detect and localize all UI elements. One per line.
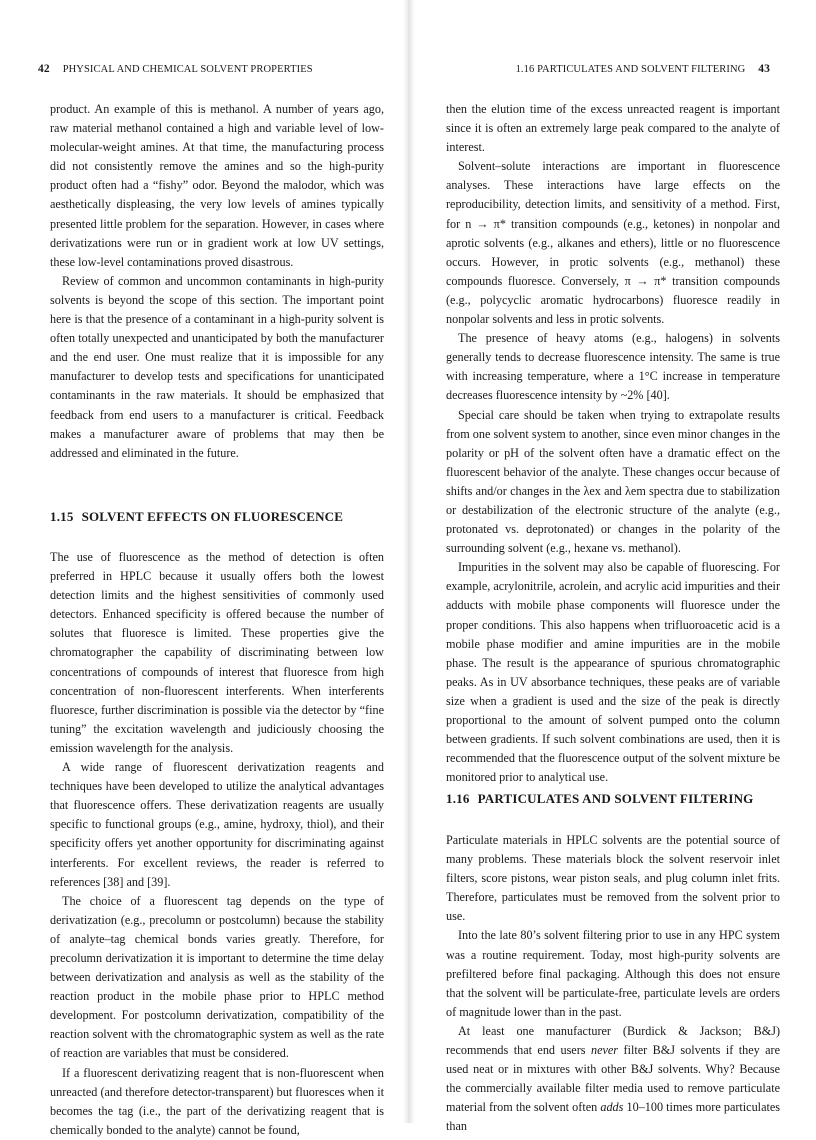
paragraph: then the elution time of the excess unreacted reagent is important since it is often an extremely large peak compared to the analyte of interest. <box>446 102 780 155</box>
text-run: filter B&J solvents if they are used neat or in mixtures with other B&J solvents. Why? Because the commercially available filter media used to remove particulate material from the solvent often <box>446 1043 781 1115</box>
section-number: 1.16 <box>446 791 470 806</box>
page-gutter <box>403 0 415 1123</box>
left-page-number: 42 <box>38 63 50 75</box>
paragraph: Solvent–solute interactions are important in fluorescence analyses. These interactions have large effects on the reproducibility, detection limits, and sensitivity of a method. First, for n → π* transition compounds (e.g., ketones) in nonpolar and aprotic solvents (e.g., alkanes and ethers), little or no fluorescence occurs. However, in protic solvents (e.g., methanol) these compounds fluoresce. Conversely, π → π* transition compounds (e.g., polycyclic aromatic hydrocarbons) fluoresce readily in nonpolar solvents and less in protic solvents. <box>446 159 780 327</box>
paragraph: Review of common and uncommon contaminants in high-purity solvents is beyond the scope of this section. The important point here is that the presence of a contaminant in a high-purity solvent is often totally unexpected and unanticipated by both the manufacturer and the end user. One must realize that it is impossible for any manufacturer to develop tests and specifications for unanticipated contaminants in the raw materials. It should be emphasized that feedback from end users to a manufacturer is critical. Feedback makes a manufacturer aware of problems that may then be addressed and eliminated in the future. <box>50 273 384 460</box>
paragraph: Impurities in the solvent may also be capable of fluorescing. For example, acrylonitrile, acrolein, and acrylic acid impurities and their adducts with mobile phase components will fluoresce under the proper conditions. This also happens when trifluoroacetic acid is a mobile phase modifier and amine impurities are in the mobile phase. The result is the appearance of spurious chromatographic peaks. As in UV absorbance techniques, these peaks are of variable size when a gradient is used and the size of the peak is directly proportional to the amount of solvent pumped onto the column between gradients. If such solvent combinations are used, then it is recommended that the fluorescence output of the solvent mixture be monitored prior to analytical use. <box>446 560 781 785</box>
paragraph: Special care should be taken when trying to extrapolate results from one solvent system to another, since even minor changes in the polarity or pH of the solvent often have a dramatic effect on the fluorescent behavior of the analyte. These changes occur because of shifts and/or changes in the λex and λem spectra due to stabilization or destabilization of the electronic structure of the analyte (e.g., protonated vs. deprotonated) or changes in the polarity of the surrounding solvent (e.g., hexane vs. methanol). <box>446 407 780 556</box>
paragraph: product. An example of this is methanol. A number of years ago, raw material methanol contained a high and variable level of low-molecular-weight amines. At that time, the manufacturing process did not consistently remove the amines and so the high-purity product often had a “fishy” odor. Beyond the malodor, which was aesthetically displeasing, the very low levels of amines typically presented little problem for the separation. However, in cases where derivatizations were run or in gradient work at low UV settings, these low-level contaminations proved disastrous. <box>50 102 384 269</box>
right-running-title: 1.16 PARTICULATES AND SOLVENT FILTERING <box>515 64 746 75</box>
section-number: 1.15 <box>50 509 74 524</box>
emphasis-never: never <box>590 1043 619 1058</box>
right-page-number: 43 <box>758 63 770 75</box>
paragraph: Into the late 80’s solvent filtering prior to use in any HPC system was a routine requirement. Today, most high-purity solvents are prefiltered before final packaging. Although this does not ensure that the solvent will be particulate-free, particulate levels are orders of magnitude lower than in the past. <box>446 928 780 1019</box>
left-column-top <box>50 100 384 463</box>
right-column-bottom <box>446 831 780 1137</box>
paragraph: The presence of heavy atoms (e.g., halogens) in solvents generally tends to decrease fluorescence intensity. The same is true with increasing temperature, where a 1°C increase in temperature decreases fluorescence intensity by ~2% [40]. <box>446 331 780 403</box>
emphasis-adds: adds <box>600 1100 624 1115</box>
text-run: 10–100 times more particulates than <box>446 1100 781 1134</box>
paragraph: A wide range of fluorescent derivatization reagents and techniques have been developed to utilize the analytical advantages that fluorescence offers. These derivatization reagents are usually specific to functional groups (e.g., amine, hydroxy, thiol), and their specificity offers yet another opportunity for discriminating against interferents. For excellent reviews, the reader is referred to references [38] and [39]. <box>50 760 384 889</box>
paragraph: The use of fluorescence as the method of detection is often preferred in HPLC because it usually offers both the lowest detection limits and the highest sensitivities of commonly used detectors. Enhanced specificity is offered because the number of solutes that fluoresce is limited. These properties give the chromatographer the capability of discriminating between low concentrations of compounds of interest that fluoresce from high concentration of non-fluorescent interferents. When interferents fluoresce, further discrimination is possible via the detector by “fine tuning” the excitation wavelength and judiciously choosing the emission wavelength for the analysis. <box>50 550 384 755</box>
left-running-title: PHYSICAL AND CHEMICAL SOLVENT PROPERTIES <box>62 64 313 75</box>
paragraph: The choice of a fluorescent tag depends on the type of derivatization (e.g., precolumn or postcolumn) because the stability of analyte–tag chemical bonds varies greatly. Therefore, for precolumn derivatization it is important to determine the time delay between derivatization and analysis as well as the stability of the reaction product in the mobile phase prior to HPLC method development. For postcolumn derivatization, compatibility of the reaction solvent with the chromatographic system as well as the rate of reaction are variables that must be considered. <box>50 893 384 1061</box>
section-heading-1-15 <box>50 509 343 525</box>
section-heading-1-16 <box>446 791 754 807</box>
section-title: SOLVENT EFFECTS ON FLUORESCENCE <box>81 509 344 524</box>
paragraph: Particulate materials in HPLC solvents are the potential source of many problems. These materials block the solvent reservoir inlet filters, score pistons, wear piston seals, and plug column inlet frits. Therefore, particulates must be removed from the solvent prior to use. <box>446 833 780 924</box>
section-title: PARTICULATES AND SOLVENT FILTERING <box>477 791 754 806</box>
left-column-bottom <box>50 548 384 1140</box>
right-page-header <box>516 63 770 75</box>
right-column-top <box>446 100 780 787</box>
text-run: At least one manufacturer (Burdick & Jackson; B&J) recommends that end users <box>446 1023 780 1058</box>
left-page-header <box>38 63 313 75</box>
paragraph <box>446 1022 780 1137</box>
paragraph: If a fluorescent derivatizing reagent that is non-fluorescent when unreacted (and therefore detector-transparent) but fluoresces when it becomes the tag (i.e., the part of the derivatizing reagent that is chemically bonded to the analyte) cannot be found, <box>50 1065 384 1137</box>
